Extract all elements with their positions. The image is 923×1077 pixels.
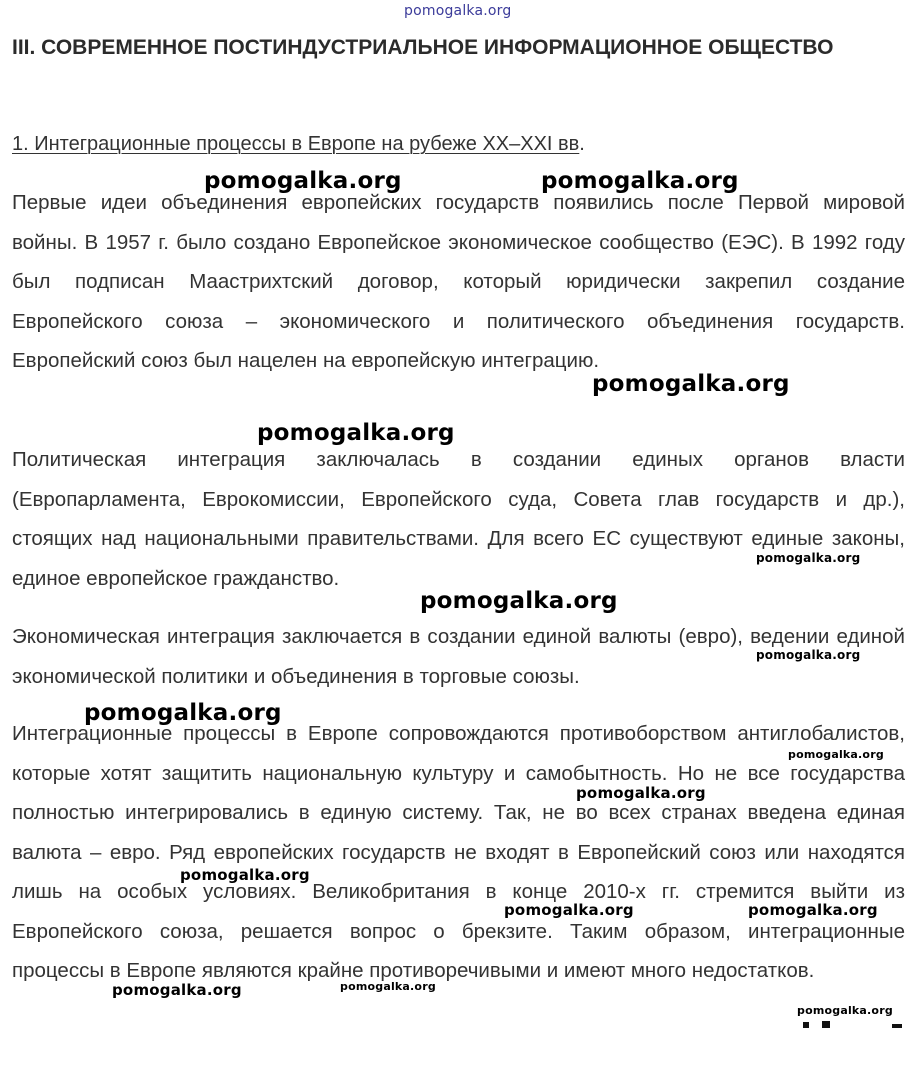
watermark: pomogalka.org (592, 371, 790, 397)
paragraph-political-integration: Политическая интеграция заключалась в создании единых органов власти (Европарламента, Еврокомиссии, Европейского суда, Совета глав государств и др.), стоящих над национальными правительствами. Для всего ЕС существуют единые законы, единое европейское гражданство. (12, 448, 905, 590)
watermark: pomogalka.org (204, 168, 402, 194)
watermark: pomogalka.org (420, 588, 618, 614)
watermark: pomogalka.org (576, 784, 706, 802)
watermark: pomogalka.org (748, 901, 878, 919)
section-heading: III. СОВРЕМЕННОЕ ПОСТИНДУСТРИАЛЬНОЕ ИНФОРМАЦИОННОЕ ОБЩЕСТВО (12, 36, 834, 59)
watermark: pomogalka.org (340, 980, 436, 993)
topic-title (12, 130, 585, 158)
watermark: pomogalka.org (84, 700, 282, 726)
watermark: pomogalka.org (797, 1004, 893, 1017)
watermark: pomogalka.org (756, 551, 861, 565)
paragraph-contradictions: Интеграционные процессы в Европе сопровождаются противоборством антиглобалистов, которые хотят защитить национальную культуру и самобытность. Но не все государства полностью интегрировались в единую систему. Так, не во всех странах введена единая валюта – евро. Ряд европейских государств не входят в Европейский союз или находятся лишь на особых условиях. Великобритания в конце 2010-х гг. стремится выйти из Европейского союза, решается вопрос о брекзите. Таким образом, интеграционные процессы в Европе являются крайне противоречивыми и имеют много недостатков. (12, 722, 905, 982)
paragraph-origins: Первые идеи объединения европейских государств появились после Первой мировой войны. В 1957 г. было создано Европейское экономическое сообщество (ЕЭС). В 1992 году был подписан Маастрихтский договор, который юридически закрепил создание Европейского союза – экономического и политического объединения государств. Европейский союз был нацелен на европейскую интеграцию. (12, 191, 905, 372)
scan-artifact (803, 1022, 809, 1028)
watermark: pomogalka.org (541, 168, 739, 194)
watermark: pomogalka.org (788, 748, 884, 761)
topic-title-period: . (579, 133, 585, 155)
watermark: pomogalka.org (504, 901, 634, 919)
watermark-top: pomogalka.org (404, 3, 512, 19)
paragraph-economic-integration: Экономическая интеграция заключается в создании единой валюты (евро), ведении единой экономической политики и объединения в торговые союзы. (12, 625, 905, 688)
scan-artifact (822, 1021, 830, 1028)
watermark: pomogalka.org (756, 648, 861, 662)
topic-link[interactable]: 1. Интеграционные процессы в Европе на рубеже XX–XXI вв (12, 133, 580, 155)
scan-artifact (892, 1024, 902, 1028)
watermark: pomogalka.org (112, 981, 242, 999)
watermark: pomogalka.org (180, 866, 310, 884)
watermark: pomogalka.org (257, 420, 455, 446)
